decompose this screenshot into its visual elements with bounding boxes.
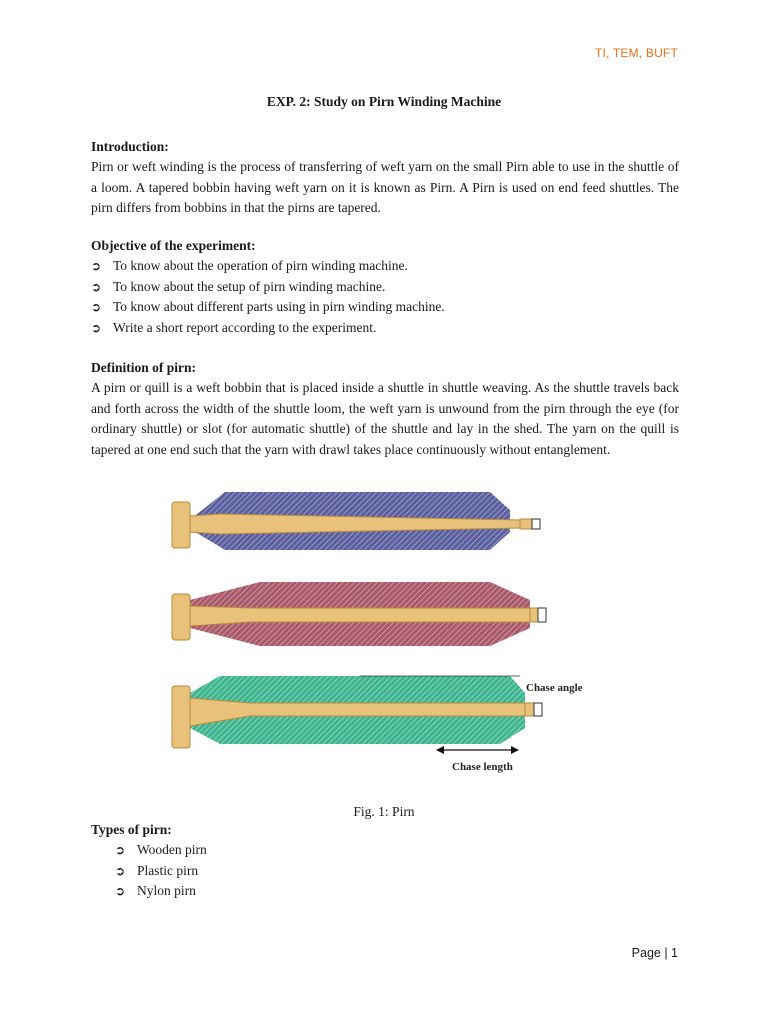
arrow-bullet-icon: ➲ [115, 863, 126, 878]
figure-caption: Fig. 1: Pirn [353, 804, 415, 819]
definition-section [91, 357, 679, 460]
definition-text: A pirn or quill is a weft bobbin that is placed inside a shuttle in shuttle weaving. As the shuttle travels back and forth across the width of the shuttle loom, the weft yarn is unwound from the pirn through the eye (for ordinary shuttle) or slot (for automatic shuttle) of the shuttle and lay in the shed. The yarn on the quill is tapered at one end such that the yarn with drawl takes place continuously without entanglement. [91, 380, 679, 457]
list-item: ➲ To know about the setup of pirn winding machine. [91, 277, 679, 298]
types-section [91, 819, 679, 902]
page-number: Page | 1 [631, 946, 678, 960]
list-item: ➲ To know about different parts using in pirn winding machine. [91, 297, 679, 318]
pirn-blue [172, 492, 540, 550]
objective-heading: Objective of the experiment: [91, 238, 256, 253]
introduction-text: Pirn or weft winding is the process of transferring of weft yarn on the small Pirn able to use in the shuttle of a loom. A tapered bobbin having weft yarn on it is known as Pirn. A Pirn is used on end feed shuttles. The pirn differs from bobbins in that the pirns are tapered. [91, 159, 679, 215]
introduction-section [91, 136, 679, 219]
chase-length-label: Chase length [452, 761, 513, 773]
arrow-bullet-icon: ➲ [115, 843, 126, 857]
chase-angle-label: Chase angle [526, 682, 583, 694]
types-list [91, 840, 679, 902]
types-heading: Types of pirn: [91, 822, 172, 837]
pirn-green [172, 676, 542, 754]
list-item: ➲ Plastic pirn [91, 861, 679, 882]
pirn-figure [160, 488, 610, 788]
arrow-bullet-icon: ➲ [91, 300, 102, 314]
arrow-bullet-icon: ➲ [91, 279, 102, 294]
list-item: ➲ To know about the operation of pirn winding machine. [91, 256, 679, 277]
arrow-bullet-icon: ➲ [91, 320, 102, 335]
header-note: TI, TEM, BUFT [594, 46, 678, 60]
arrow-bullet-icon: ➲ [91, 259, 102, 273]
page-title: EXP. 2: Study on Pirn Winding Machine [266, 94, 502, 109]
list-item: ➲ Nylon pirn [91, 881, 679, 902]
objective-list [91, 256, 679, 338]
pirn-red [172, 582, 546, 646]
list-item: ➲ Wooden pirn [91, 840, 679, 861]
arrow-bullet-icon: ➲ [115, 884, 126, 898]
introduction-heading: Introduction: [91, 139, 169, 154]
objective-section [91, 235, 679, 338]
list-item: ➲ Write a short report according to the experiment. [91, 318, 679, 339]
definition-heading: Definition of pirn: [91, 360, 197, 375]
